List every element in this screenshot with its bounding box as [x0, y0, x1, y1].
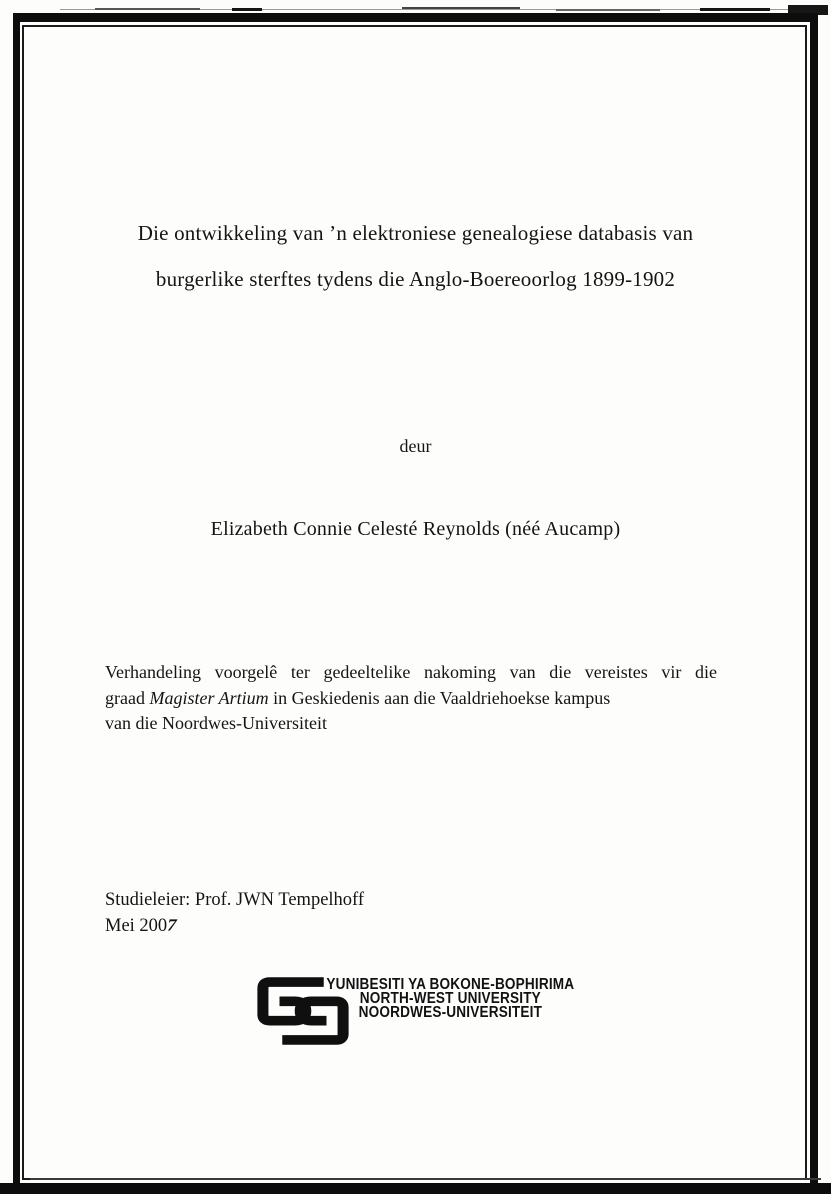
submission-line-2 [105, 686, 717, 712]
thesis-title [0, 210, 831, 302]
scan-artifact [788, 5, 828, 15]
scan-artifact [402, 7, 520, 9]
scan-artifact [556, 9, 660, 11]
submission-line-2-prefix: graad [105, 687, 150, 708]
byline-deur: deur [399, 436, 432, 456]
nwu-logo-wordmark [322, 978, 579, 1020]
bottom-border-thin-line [30, 1178, 821, 1180]
submission-line-3: van die Noordwes-Universiteit [105, 713, 327, 733]
scan-artifact [232, 8, 262, 11]
author-name: Elizabeth Connie Celesté Reynolds (néé Aucamp) [210, 518, 621, 540]
scan-artifact [95, 8, 200, 10]
scan-artifact [700, 8, 770, 11]
submission-line-1: Verhandeling voorgelê ter gedeeltelike nakoming van die vereistes vir die [105, 662, 717, 682]
date-line [105, 913, 364, 939]
nwu-logo [256, 976, 624, 1046]
title-line-1: Die ontwikkeling van ’n elektroniese genealogiese databasis van [137, 221, 694, 245]
title-line-2: burgerlike sterftes tydens die Anglo-Boereoorlog 1899-1902 [155, 267, 676, 291]
imprint-block [105, 887, 364, 939]
date-prefix: Mei 200 [105, 916, 168, 936]
logo-line-3: NOORDWES-UNIVERSITEIT [358, 1004, 543, 1021]
logo-line-1: YUNIBESITI YA BOKONE-BOPHIRIMA [326, 976, 575, 993]
degree-name: Magister Artium [149, 687, 269, 708]
bottom-edge-band [0, 1183, 831, 1194]
submission-statement [105, 660, 717, 737]
supervisor-line: Studieleier: Prof. JWN Tempelhoff [105, 890, 365, 910]
logo-line-2: NORTH-WEST UNIVERSITY [359, 990, 541, 1007]
submission-line-2-suffix: in Geskiedenis aan die Vaaldriehoekse kampus [268, 687, 611, 708]
date-final-digit: 7 [164, 916, 179, 936]
